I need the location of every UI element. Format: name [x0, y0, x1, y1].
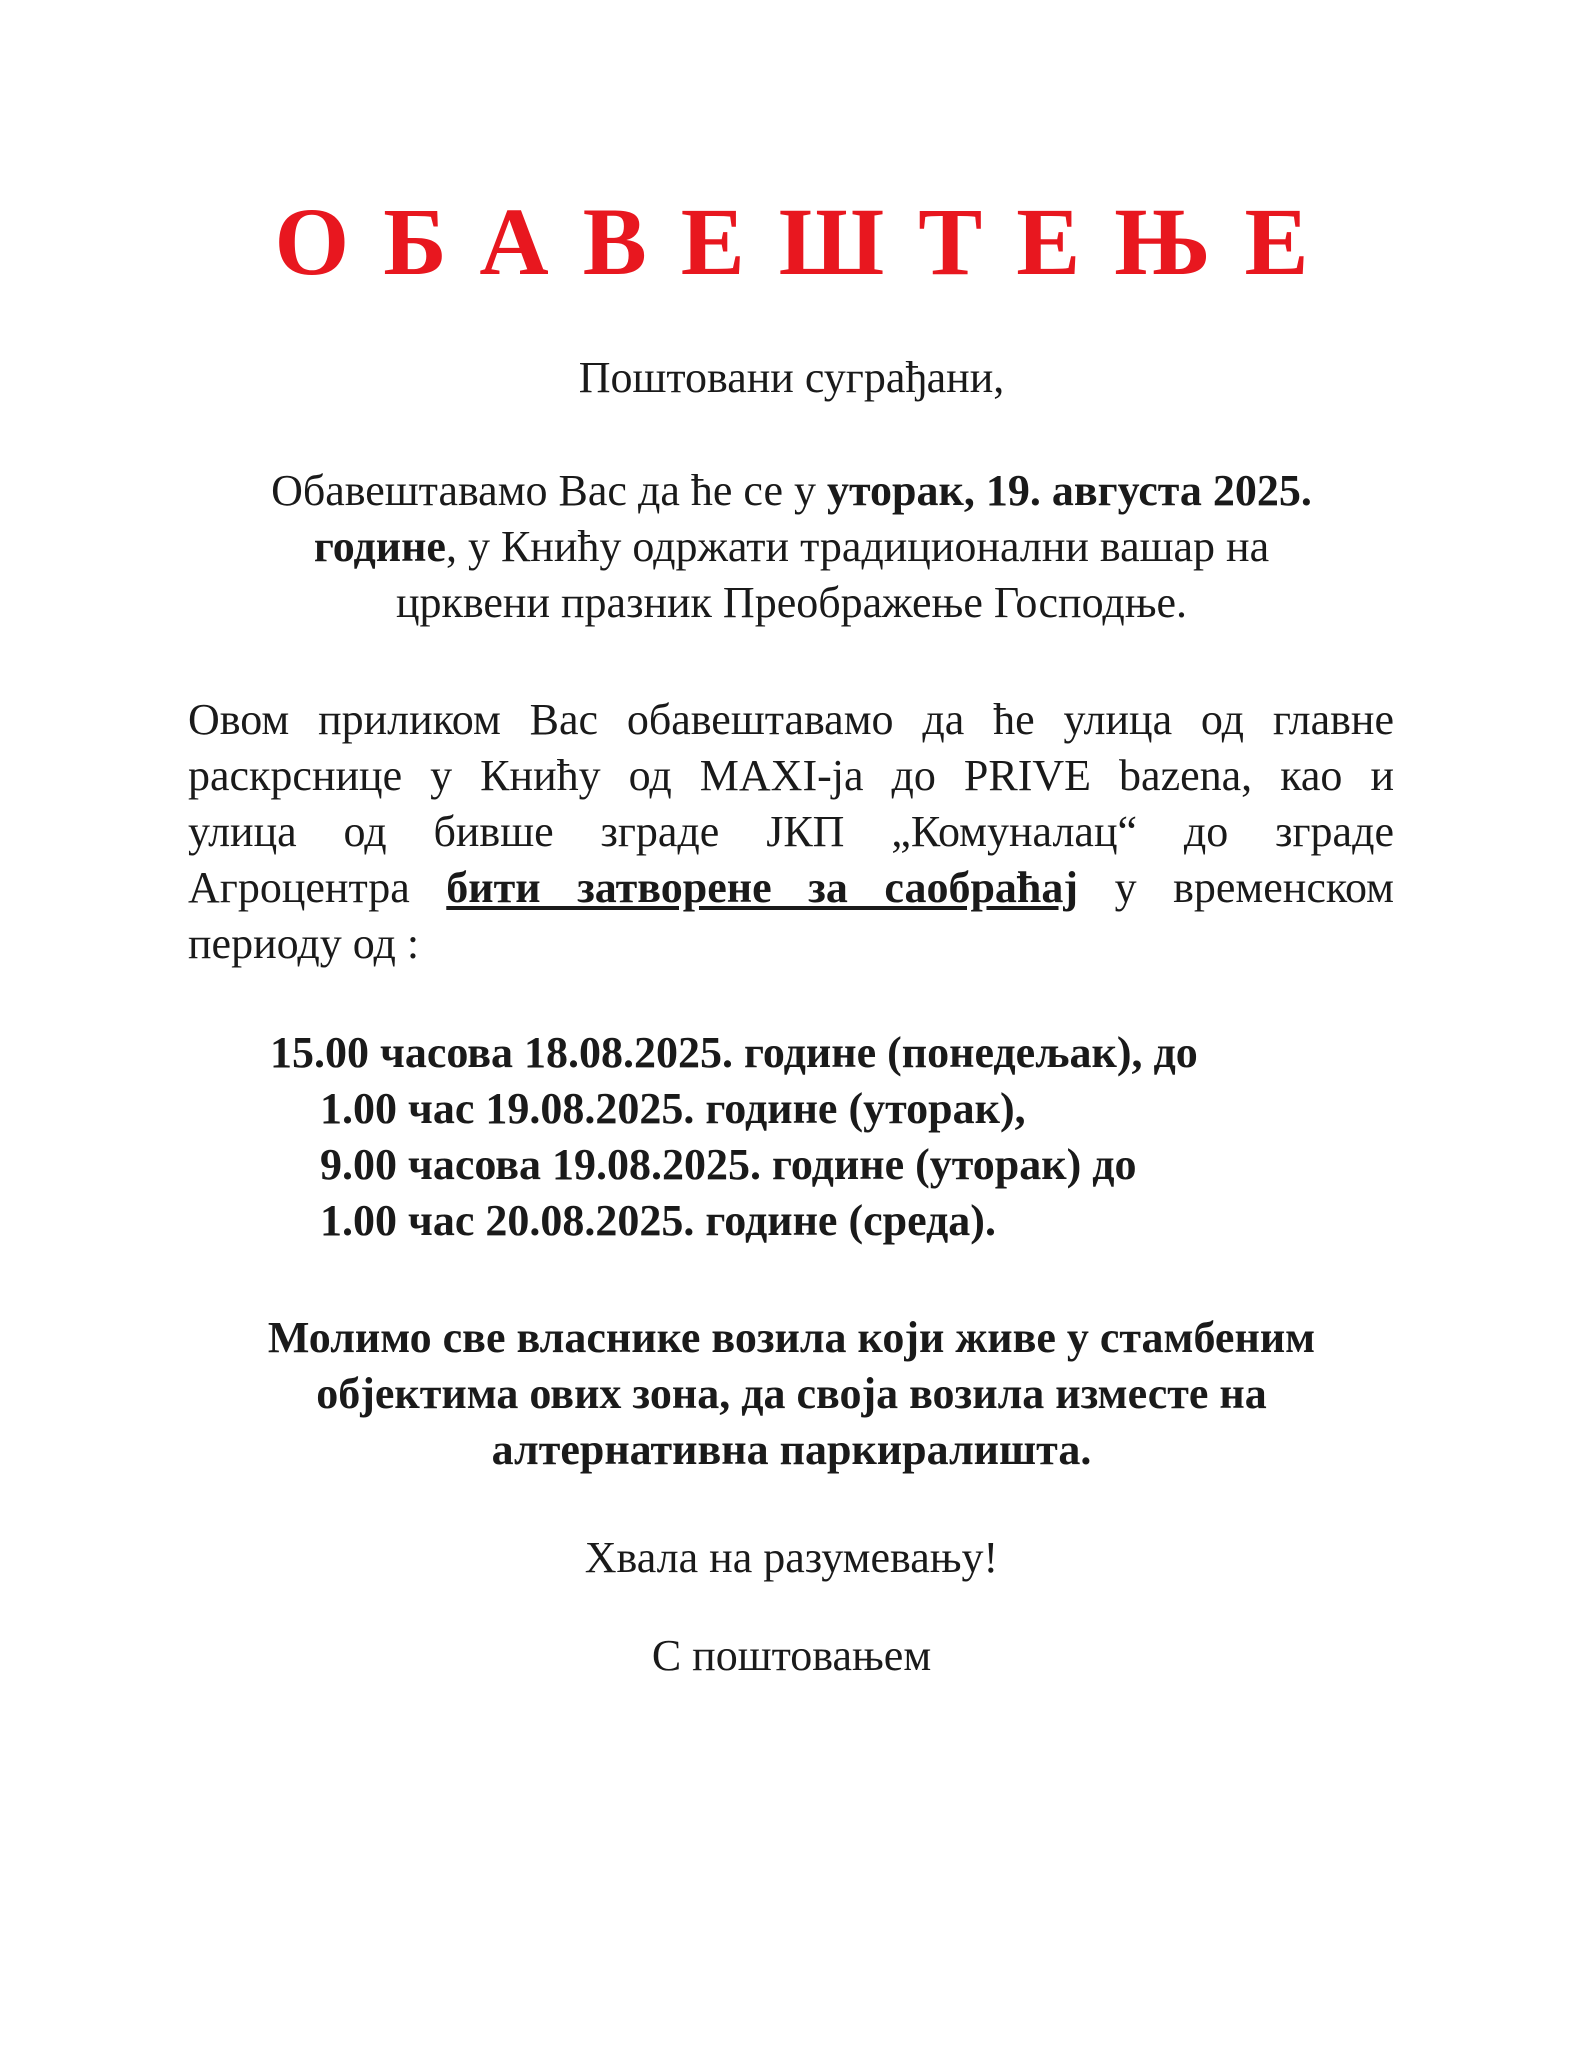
closure-line-2: раскрснице у Книћу од MAXI-ја до PRIVE bazena, као и — [188, 751, 1394, 800]
request-line-2: објектима ових зона, да своја возила изместе на — [316, 1369, 1267, 1418]
closure-line-4-end: у временском — [1078, 863, 1394, 912]
intro-text: Обавештавамо Вас да ће се у — [271, 466, 827, 515]
request-line-1: Молимо све власнике возила који живе у стамбеним — [267, 1313, 1316, 1362]
intro-date: уторак, 19. августа 2025. — [827, 466, 1312, 515]
closure-line-5: периоду од : — [188, 919, 420, 968]
request-paragraph — [0, 1310, 1583, 1478]
period-line-4: 1.00 час 20.08.2025. године (среда). — [320, 1196, 996, 1245]
closure-emphasis: бити затворене за саобраћај — [446, 863, 1079, 912]
period-line-1: 15.00 часова 18.08.2025. године (понедељак), до — [270, 1028, 1198, 1077]
greeting: Поштовани суграђани, — [578, 353, 1005, 402]
period-line-3: 9.00 часова 19.08.2025. године (уторак) до — [320, 1140, 1137, 1189]
notice-title: ОБАВЕШТЕЊЕ — [274, 188, 1343, 295]
period-line-2: 1.00 час 19.08.2025. године (уторак), — [320, 1084, 1026, 1133]
closure-paragraph — [188, 692, 1394, 972]
closure-line-1: Овом приликом Вас обавештавамо да ће улица од главне — [188, 695, 1394, 744]
closure-line-3: улица од бивше зграде ЈКП „Комуналац“ до зграде — [188, 807, 1394, 856]
intro-paragraph — [0, 463, 1583, 631]
intro-text-3: црквени празник Преображење Господње. — [395, 578, 1188, 627]
intro-year-word: године — [313, 522, 446, 571]
regards-line: С поштовањем — [651, 1631, 932, 1680]
closure-line-4-start: Агроцентра — [188, 863, 447, 912]
request-line-3: алтернативна паркиралишта. — [491, 1425, 1092, 1474]
thanks-line: Хвала на разумевању! — [584, 1533, 999, 1582]
intro-text-2: , у Книћу одржати традиционални вашар на — [445, 522, 1270, 571]
closure-line-4 — [188, 860, 1394, 916]
